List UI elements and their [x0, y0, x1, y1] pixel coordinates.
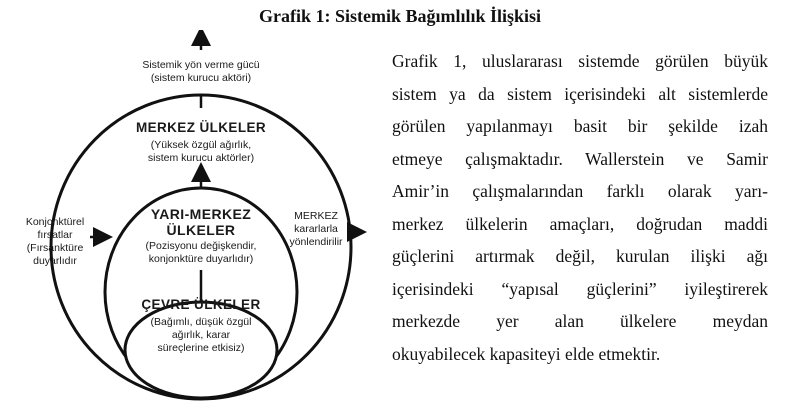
core-countries-title: MERKEZ ÜLKELER: [135, 120, 267, 135]
left-label-line2: fırsatlar: [37, 229, 73, 242]
top-label-line2: (sistem kurucu aktöri): [150, 72, 252, 85]
periphery-desc2: ağırlık, karar: [171, 329, 231, 341]
text-line: merkez ülkelerin amaçları, doğrudan maddi: [392, 213, 768, 234]
left-label-line1: Konjonktürel: [25, 216, 85, 228]
right-label-line1: MERKEZ: [294, 210, 338, 222]
text-line: merkezde yer alan ülkelere meydan: [392, 311, 768, 331]
top-label-line1: Sistemik yön verme gücü: [142, 59, 260, 71]
core-countries-block: [121, 120, 281, 165]
text-line: güçlerini artırmak değil, kurulan ilişki ağı: [392, 246, 768, 266]
periphery-title: ÇEVRE ÜLKELER: [141, 297, 261, 312]
semi-periphery-block: [121, 206, 281, 266]
text-line: içerisindeki “yapısal güçlerini” iyileştirerek: [392, 278, 768, 299]
core-countries-desc2: sistem kurucu aktörler): [147, 152, 255, 164]
periphery-block: [131, 297, 271, 355]
semi-periphery-desc2: konjonktüre duyarlıdır): [148, 253, 254, 266]
left-label-line4: duyarlıdır: [33, 255, 77, 268]
semi-periphery-title2: ÜLKELER: [166, 222, 236, 239]
semi-periphery-title1: YARI-MERKEZ: [150, 206, 252, 222]
right-label: [283, 210, 349, 249]
figure-title: Grafik 1: Sistemik Bağımlılık İlişkisi: [258, 6, 542, 26]
left-label-line3: (Fırsanktüre: [26, 242, 84, 255]
systemic-dependency-diagram: [0, 30, 380, 410]
periphery-desc3: süreçlerine etkisiz): [157, 342, 245, 355]
right-label-line2: kararlarla: [294, 223, 338, 236]
body-paragraph: [392, 45, 768, 370]
core-countries-desc1: (Yüksek özgül ağırlık,: [150, 138, 252, 151]
periphery-desc1: (Bağımlı, düşük özgül: [150, 315, 252, 328]
text-line: görülen yapılanmayı basit bir şekilde izah: [392, 116, 768, 136]
text-line: Grafik 1, uluslararası sistemde görülen büyük: [392, 51, 768, 71]
left-label: [16, 216, 94, 269]
text-line: okuyabilecek kapasiteyi elde etmektir.: [392, 343, 661, 364]
right-label-line3: yönlendirilir: [289, 236, 343, 249]
top-label: [126, 59, 276, 85]
text-line: sistem ya da sistem içerisindeki alt sistemlerde: [392, 83, 768, 104]
text-line: etmeye çalışmaktadır. Wallerstein ve Samir: [392, 148, 768, 169]
text-line: Amir’in çalışmalarından farklı olarak yarı-: [392, 181, 768, 201]
semi-periphery-desc1: (Pozisyonu değişkendir,: [145, 240, 257, 253]
